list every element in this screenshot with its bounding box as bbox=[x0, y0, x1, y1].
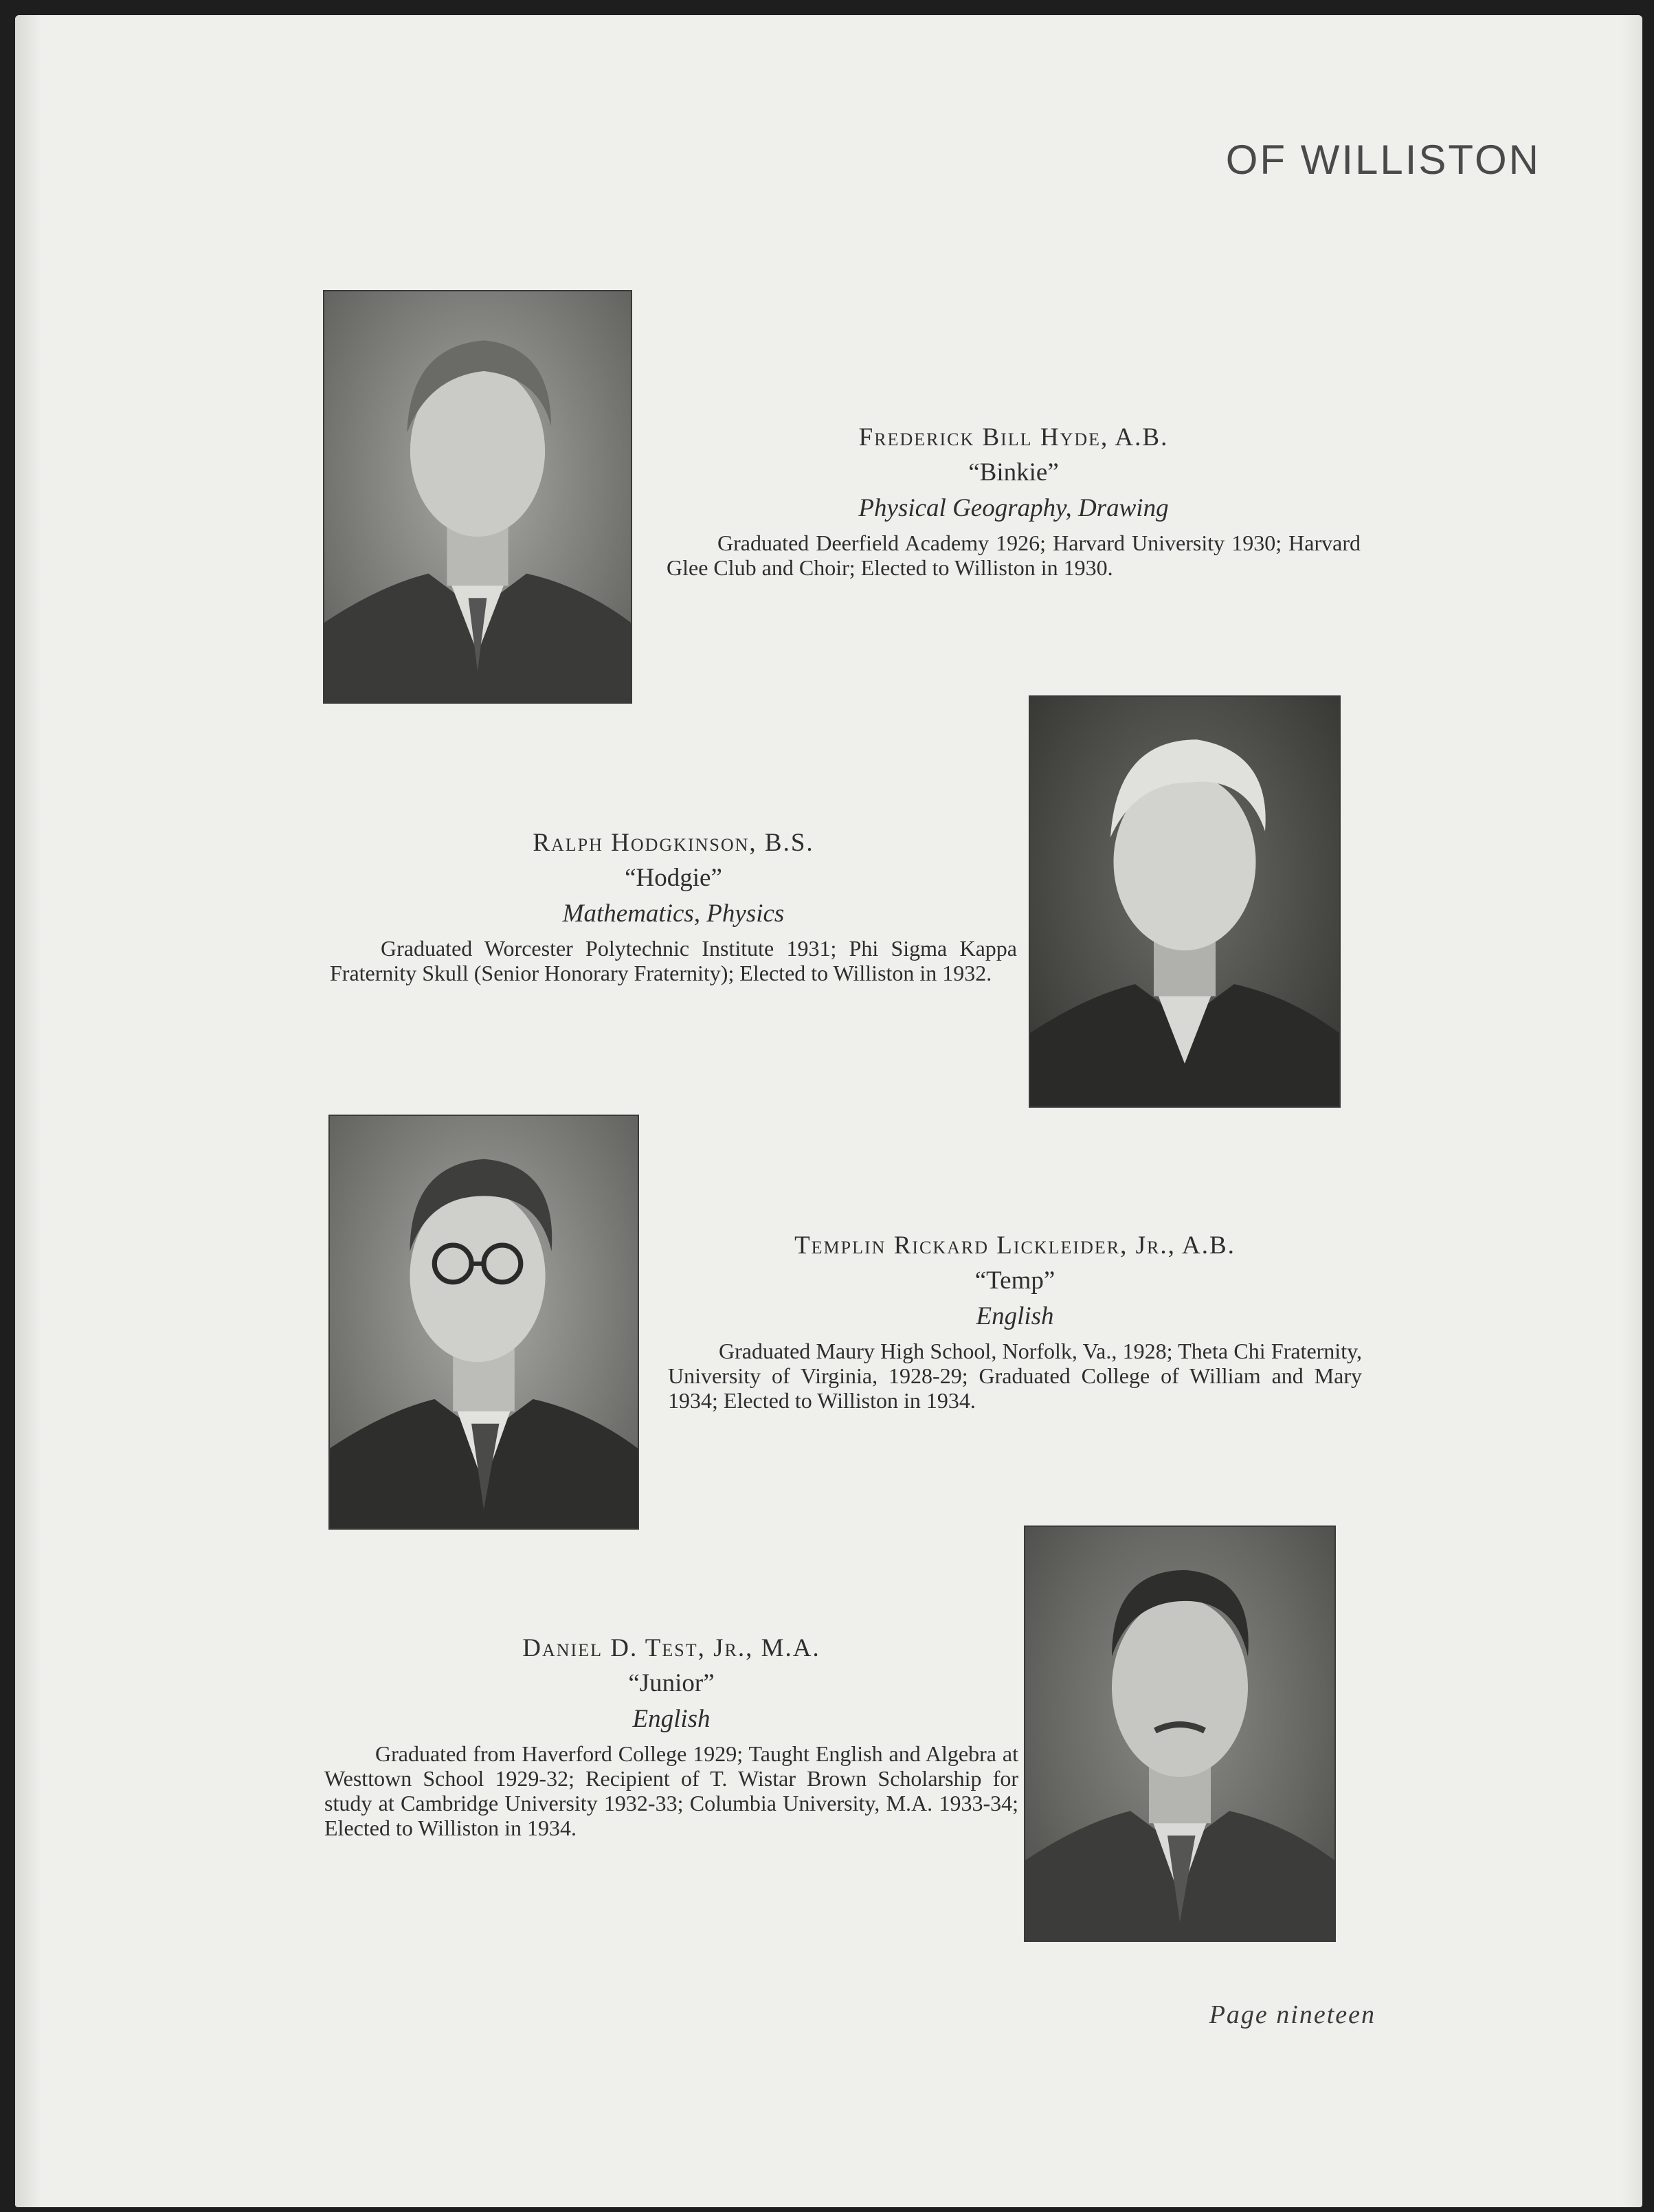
portrait-silhouette bbox=[1025, 1527, 1334, 1941]
faculty-subjects: English bbox=[632, 1705, 711, 1733]
faculty-nickname: “Temp” bbox=[974, 1266, 1055, 1295]
faculty-bio: Graduated Worcester Polytechnic Institute 1931; Phi Sigma Kappa Fraternity Skull (Senior Honorary Fraternity); Elected to Williston in 1932. bbox=[330, 936, 1017, 985]
page-number: Page nineteen bbox=[1209, 2000, 1376, 2029]
faculty-name: Templin Rickard Lickleider, Jr., A.B. bbox=[794, 1231, 1236, 1260]
faculty-entry-lickleider bbox=[668, 1229, 1362, 1413]
faculty-subjects: English bbox=[976, 1302, 1054, 1330]
faculty-bio: Graduated Deerfield Academy 1926; Harvard University 1930; Harvard Glee Club and Choir; Elected to Williston in 1930. bbox=[667, 530, 1361, 580]
faculty-nickname: “Hodgie” bbox=[625, 864, 722, 892]
faculty-subjects: Mathematics, Physics bbox=[562, 900, 785, 928]
faculty-nickname: “Binkie” bbox=[968, 458, 1059, 487]
portrait-photo-hodgkinson bbox=[1029, 695, 1341, 1108]
faculty-name: Frederick Bill Hyde, A.B. bbox=[858, 423, 1169, 451]
faculty-name: Ralph Hodgkinson, B.S. bbox=[533, 829, 814, 857]
portrait-silhouette bbox=[1030, 697, 1339, 1106]
faculty-nickname: “Junior” bbox=[628, 1669, 715, 1697]
faculty-entry-hyde bbox=[667, 421, 1361, 580]
portrait-photo-lickleider bbox=[328, 1115, 639, 1530]
page-header: OF WILLISTON bbox=[1225, 137, 1541, 183]
faculty-name: Daniel D. Test, Jr., M.A. bbox=[522, 1634, 820, 1662]
faculty-subjects: Physical Geography, Drawing bbox=[858, 494, 1169, 522]
faculty-bio: Graduated Maury High School, Norfolk, Va., 1928; Theta Chi Fraternity, University of Virginia, 1928-29; Graduated College of William and Mary 1934; Elected to Williston in 1934. bbox=[668, 1339, 1362, 1413]
faculty-entry-hodgkinson bbox=[330, 826, 1017, 985]
page-edge-shadow bbox=[1622, 15, 1642, 2207]
faculty-entry-test bbox=[324, 1631, 1018, 1840]
portrait-photo-hyde bbox=[323, 290, 632, 704]
faculty-bio: Graduated from Haverford College 1929; Taught English and Algebra at Westtown School 1929-32; Recipient of T. Wistar Brown Scholarship for study at Cambridge University 1932-33; Columbia University, M.A. 1933-34; Elected to Williston in 1934. bbox=[324, 1741, 1018, 1840]
page-spine-shadow bbox=[15, 15, 41, 2207]
portrait-silhouette bbox=[330, 1116, 638, 1528]
portrait-photo-test bbox=[1024, 1526, 1336, 1942]
portrait-silhouette bbox=[324, 291, 631, 702]
yearbook-page bbox=[15, 15, 1642, 2207]
